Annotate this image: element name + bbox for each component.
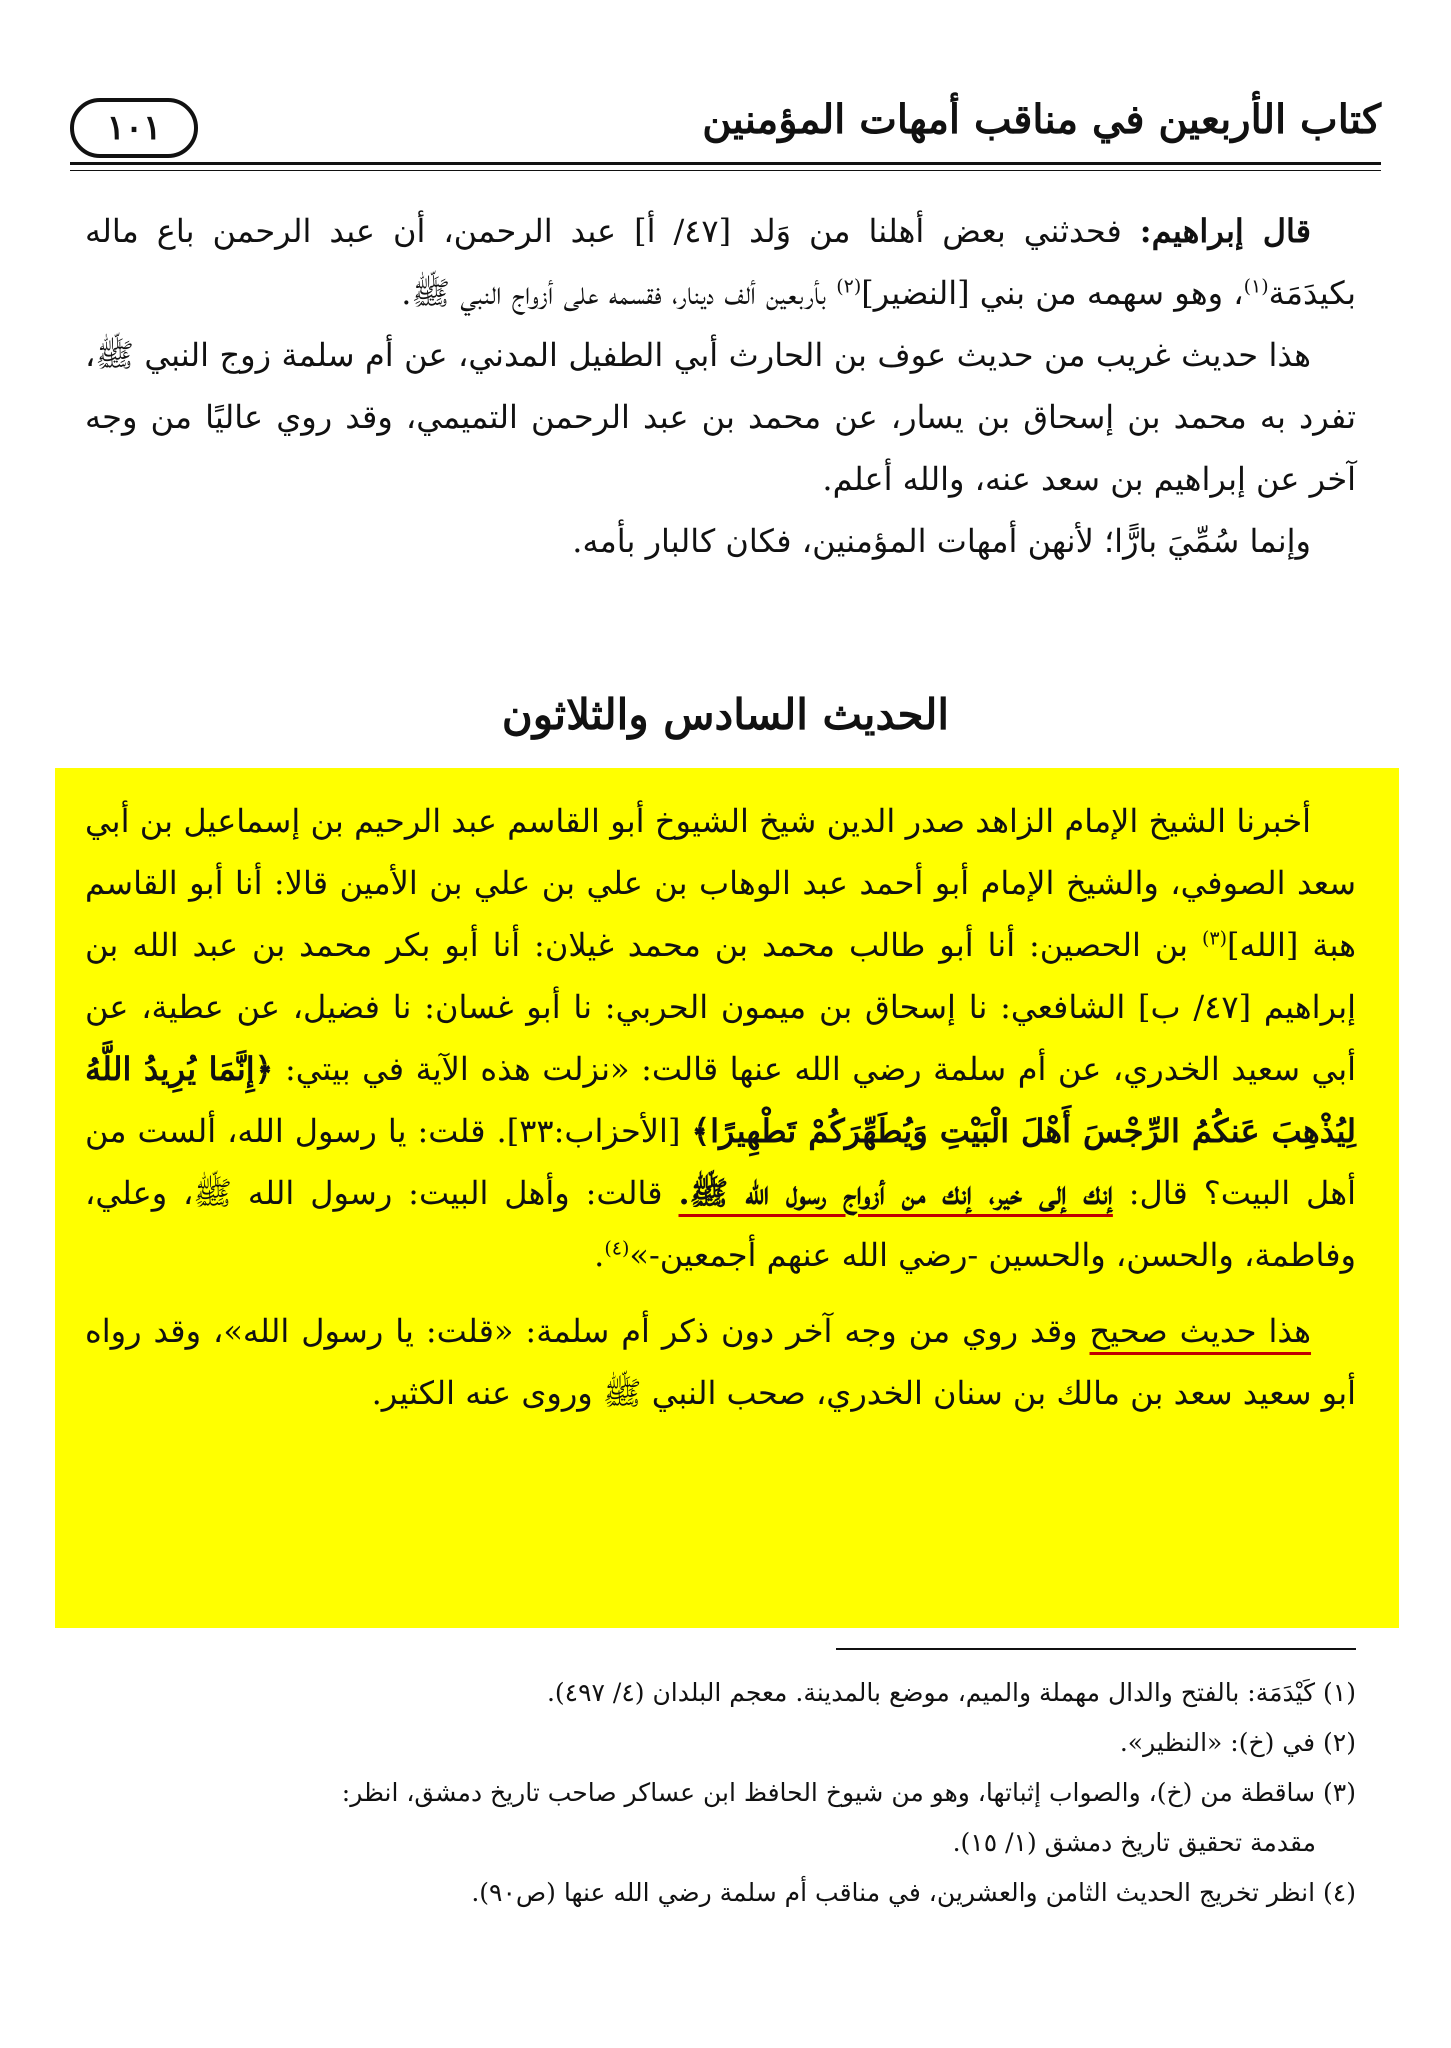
header-rule-thin [70, 170, 1381, 171]
period: . [594, 1236, 605, 1274]
hadith-chain: بن الحصين: أنا أبو طالب محمد بن محمد غيلان: أنا أبو بكر محمد بن عبد الله بن إبراهيم [٤٧/ ب] الشافعي: نا إسحاق بن ميمون الحربي: نا أبو غسان: نا فضيل، عن عطية، عن أبي سعيد الخدري، عن أم سلمة رضي الله عنها قالت: «نزلت هذه الآية في بيتي: [85, 926, 1357, 1088]
page-number: ١٠١ [70, 98, 198, 158]
paragraph-gap [85, 1286, 1356, 1300]
book-title: كتاب الأربعين في مناقب أمهات المؤمنين [702, 96, 1381, 143]
footnote-3-continuation: مقدمة تحقيق تاريخ دمشق (١/ ١٥). [952, 1828, 1316, 1857]
hadith-chain: أخبرنا الشيخ الإمام الزاهد صدر الدين شيخ الشيوخ أبو القاسم عبد الرحيم بن إسماعيل بن أبي سعد الصوفي، والشيخ الإمام أبو أحمد عبد الوهاب بن علي بن علي بن الأمين قالا: أنا أبو القاسم هبة [الله] [85, 802, 1357, 964]
hadith-conclusion: قالت: وأهل البيت: رسول الله ﷺ، وعلي، وفاطمة، والحسن، والحسين -رضي الله عنهم أجمعين-» [85, 1174, 1356, 1274]
footnote-ref-1[interactable]: (١) [1243, 275, 1269, 298]
footnote-ref-3[interactable]: (٣) [1201, 927, 1228, 950]
section-title: الحديث السادس والثلاثون [501, 690, 950, 739]
speaker-label: قال إبراهيم: [1139, 212, 1312, 250]
paragraph-text: فحدثني بعض أهلنا من وَلد [٤٧/ أ] عبد الرحمن، أن عبد الرحمن باع ماله بكيدَمَة [85, 212, 1356, 312]
footnote-rule [836, 1648, 1356, 1650]
quran-verse: ﴿إِنَّمَا يُرِيدُ اللَّهُ لِيُذْهِبَ عَنكُمُ الرِّجْسَ أَهْلَ الْبَيْتِ وَيُطَهِّرَكُمْ تَطْهِيرًا﴾ [85, 1050, 1356, 1150]
quran-reference: [الأحزاب:٣٣]. [485, 1112, 692, 1150]
page-header [70, 88, 1381, 158]
hadith-answer: إنك إلى خير، إنك من أزواج رسول الله ﷺ. [678, 1174, 1113, 1212]
grading-text: هذا حديث صحيح [1089, 1312, 1312, 1350]
footnote-ref-2[interactable]: (٢) [836, 275, 862, 298]
footnote-1: (١) كَيْدَمَة: بالفتح والدال مهملة والميم، موضع بالمدينة. معجم البلدان (٤/ ٤٩٧). [546, 1678, 1356, 1707]
footnote-2: (٢) في (خ): «النظير». [1119, 1728, 1356, 1757]
footnote-3: (٣) ساقطة من (خ)، والصواب إثباتها، وهو من شيوخ الحافظ ابن عساكر صاحب تاريخ دمشق، انظر: [341, 1778, 1356, 1807]
hadith-text [85, 790, 1356, 1424]
paragraph-text: بأربعين ألف دينار، فقسمه على أزواج النبي ﷺ. [401, 274, 837, 312]
paragraph-ibrahim [85, 200, 1356, 324]
body-text [85, 200, 1356, 572]
grading-rest: وقد روي من وجه آخر دون ذكر أم سلمة: «قلت: يا رسول الله»، وقد رواه أبو سعيد سعد بن مالك بن سنان الخدري، صحب النبي ﷺ وروى عنه الكثير. [85, 1312, 1356, 1412]
paragraph-text: ، وهو سهمه من بني [النضير] [861, 274, 1244, 312]
paragraph-commentary: هذا حديث غريب من حديث عوف بن الحارث أبي الطفيل المدني، عن أم سلمة زوج النبي ﷺ، تفرد به محمد بن إسحاق بن يسار، عن محمد بن عبد الرحمن التميمي، وقد روي عاليًا من وجه آخر عن إبراهيم بن سعد عنه، والله أعلم. [85, 336, 1356, 498]
footnote-4: (٤) انظر تخريج الحديث الثامن والعشرين، في مناقب أم سلمة رضي الله عنها (ص٩٠). [471, 1878, 1356, 1907]
hadith-paragraph [85, 790, 1356, 1286]
grading-paragraph [85, 1300, 1356, 1424]
hadith-question: قلت: يا رسول الله، ألست من أهل البيت؟ قال: [85, 1112, 1357, 1212]
footnotes [85, 1668, 1356, 1918]
paragraph-note: وإنما سُمِّيَ بارًّا؛ لأنهن أمهات المؤمنين، فكان كالبار بأمه. [572, 522, 1311, 560]
header-rule [70, 162, 1381, 165]
footnote-ref-4[interactable]: (٤) [604, 1237, 630, 1260]
